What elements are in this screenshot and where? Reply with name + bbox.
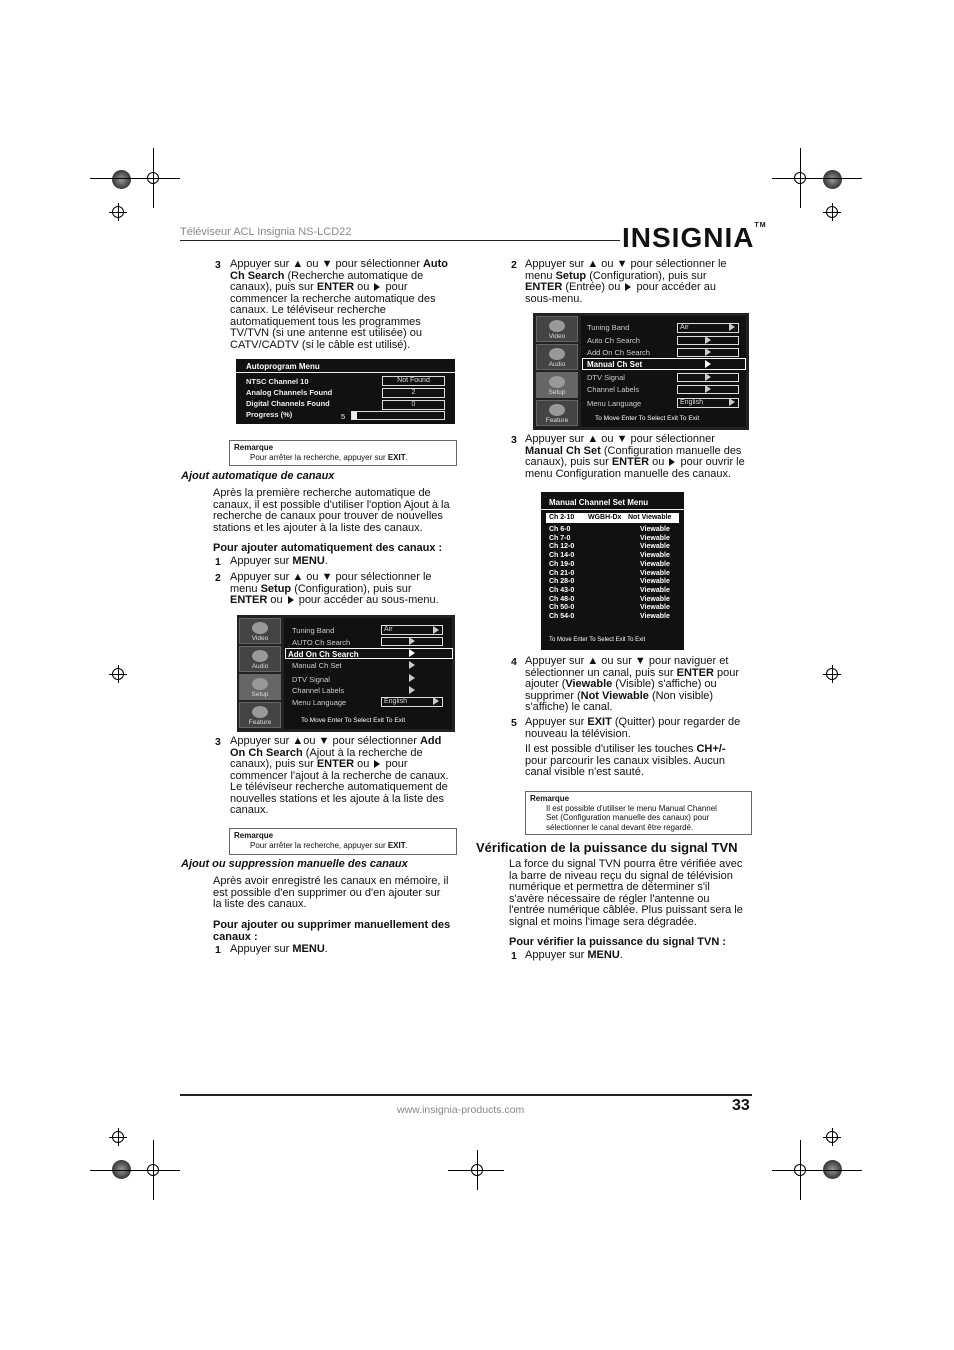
setup-menu-screenshot [533,313,749,430]
video-tab-icon: Video [536,316,578,342]
channel-row: Ch 21-0 [549,569,575,577]
channel-status: Viewable [640,578,670,586]
header-title: Téléviseur ACL Insignia NS-LCD22 [180,226,352,238]
registration-mark-icon [112,1131,124,1143]
step-number: 5 [511,717,517,729]
menu-value: English [381,697,443,707]
channel-status: Viewable [640,604,670,612]
subheading: Ajout ou suppression manuelle des canaux [181,858,408,870]
header-rule [180,240,620,241]
screen-title: Manual Channel Set Menu [549,498,649,507]
right-arrow-icon [409,686,415,694]
insignia-logo: INSIGNIA™ [622,222,767,253]
menu-value: Air [677,323,739,333]
right-arrow-icon [669,458,675,466]
registration-mark-icon [826,668,838,680]
procedure-heading: Pour vérifier la puissance du signal TVN : [509,936,727,948]
page-number: 33 [732,1097,750,1114]
note-title: Remarque [530,794,570,803]
registration-mark-icon [826,1131,838,1143]
menu-row: AUTO Ch Search [292,638,351,647]
menu-row-selected: Add On Ch Search [288,650,359,659]
channel-status: Viewable [640,552,670,560]
channel-status: Viewable [640,586,670,594]
paragraph: Après avoir enregistré les canaux en mémoire, il est possible d'en supprimer ou d'en ajouter sur la liste des canaux. [213,875,449,910]
menu-row: Add On Ch Search [587,348,650,357]
menu-row-selected: Manual Ch Set [587,360,643,369]
progress-value: 5 [341,412,346,421]
menu-row: DTV Signal [587,373,625,382]
menu-value: Air [381,625,443,635]
footer-rule [180,1094,752,1096]
procedure-heading: Pour ajouter automatiquement des canaux : [213,542,443,554]
setup-tab-icon: Setup [239,674,281,700]
right-arrow-icon [433,626,439,634]
menu-row: Menu Language [587,399,642,408]
feature-tab-icon: Feature [239,702,281,728]
channel-row: Ch 54-0 [549,613,575,620]
step-text: Appuyer sur EXIT (Quitter) pour regarder de nouveau la télévision. [525,716,741,740]
audio-tab-icon: Audio [536,344,578,370]
registration-mark-icon [112,668,124,680]
channel-row: Ch 12-0 [549,543,575,551]
channel-status: Not Viewable [628,514,672,521]
channel-status: Viewable [640,569,670,577]
feature-tab-icon: Feature [536,400,578,426]
step-text: Appuyer sur ▲ ou ▼ pour sélectionner le menu Setup (Configuration), puis sur ENTER (Entrée) ou pour accéder au sous-menu. [525,258,727,305]
setup-menu-screenshot [237,615,455,732]
menu-value: English [677,398,739,408]
step-number: 4 [511,656,517,668]
menu-row: Menu Language [292,698,347,707]
screen-value: 2 [382,388,445,398]
channel-status: Viewable [640,543,670,551]
paragraph: La force du signal TVN pourra être vérifiée avec la barre de niveau reçu du signal de télévision numérique et permettra de déterminer s'il s'avère nécessaire de régler l'antenne ou l'entrée numérique câblée. Plus puissant sera le signal et moins l'image sera dégradée. [509,858,743,928]
right-arrow-icon [729,323,735,331]
step-text: Appuyer sur MENU. [230,555,328,567]
menu-footer: To Move Enter To Select Exit To Exit [549,637,646,643]
autoprogram-menu-screenshot [236,359,455,424]
right-arrow-icon [705,373,711,381]
right-arrow-icon [705,360,711,368]
step-number: 1 [215,944,221,956]
step-number: 1 [215,556,221,568]
step-number: 3 [215,736,221,748]
screen-row-label: Progress (%) [246,410,293,419]
channel-row: Ch 7-0 [549,534,571,542]
step-text: Appuyer sur ▲ou ▼ pour sélectionner Add On Ch Search (Ajout à la recherche de canaux), puis sur ENTER ou pour commencer l'ajout à la recherche de canaux. Le téléviseur recherche automatiquement de nouvelles stations et les ajoute à la liste des canaux. [230,735,449,816]
menu-row: Tuning Band [292,626,335,635]
screen-title: Autoprogram Menu [246,362,320,371]
right-arrow-icon [705,385,711,393]
right-arrow-icon [288,596,294,604]
channel-row: Ch 19-0 [549,560,575,568]
right-arrow-icon [409,649,415,657]
right-arrow-icon [729,398,735,406]
section-heading: Vérification de la puissance du signal TVN [476,840,738,855]
channel-row-selected: Ch 2-10 [549,514,575,521]
right-arrow-icon [409,674,415,682]
channel-status: Viewable [640,613,670,620]
progress-bar [351,411,445,420]
right-arrow-icon [409,661,415,669]
procedure-heading: Pour ajouter ou supprimer manuellement des canaux : [213,919,451,943]
registration-dot-icon [112,170,131,189]
right-arrow-icon [433,697,439,705]
step-text: Appuyer sur ▲ ou ▼ pour sélectionner Auto Ch Search (Recherche automatique de canaux), puis sur ENTER ou pour commencer la recherche automatique des canaux. Le téléviseur recherche automatiquement tous les programmes TV/TVN (si une antenne est utilisée) ou CATV/CADTV (si le câble est utilisé). [230,258,449,351]
setup-tab-icon: Setup [536,372,578,398]
screen-value: Not Found [382,376,445,386]
channel-status: Viewable [640,595,670,603]
channel-status: Viewable [640,534,670,542]
step-number: 2 [215,572,221,584]
note-box: Remarque Pour arrêter la recherche, appuyer sur EXIT. [229,440,457,466]
menu-footer: To Move Enter To Select Exit To Exit [595,415,700,422]
menu-footer: To Move Enter To Select Exit To Exit [301,717,406,724]
manual-channel-menu-screenshot [541,492,684,650]
screen-row-label: Digital Channels Found [246,399,330,408]
menu-row: Channel Labels [292,686,345,695]
note-box: Remarque Pour arrêter la recherche, appuyer sur EXIT. [229,828,457,855]
channel-row: Ch 28-0 [549,578,575,586]
step-text: Appuyer sur ▲ ou sur ▼ pour naviguer et sélectionner un canal, puis sur ENTER pour ajouter (Viewable (Visible) s'affiche) ou supprimer (Not Viewable (Non visible) s'affiche) le canal. [525,655,740,713]
step-number: 3 [511,434,517,446]
registration-mark-icon [826,206,838,218]
note-box: Remarque Il est possible d'utiliser le menu Manual Channel Set (Configuration manuelle des canaux) pour sélectionner le canal devant être regardé. [525,791,752,835]
step-text: Appuyer sur ▲ ou ▼ pour sélectionner le menu Setup (Configuration), puis sur ENTER ou pour accéder au sous-menu. [230,571,439,606]
channel-row: Ch 50-0 [549,604,575,612]
registration-mark-icon [112,206,124,218]
menu-row: Channel Labels [587,385,640,394]
right-arrow-icon [374,283,380,291]
channel-row: Ch 14-0 [549,552,575,560]
note-title: Remarque [234,831,274,840]
screen-value: 0 [382,400,445,410]
right-arrow-icon [705,336,711,344]
screen-row-label: Analog Channels Found [246,388,333,397]
channel-row: Ch 6-0 [549,526,571,533]
menu-row: Manual Ch Set [292,661,342,670]
note-title: Remarque [234,443,274,452]
step-number: 1 [511,950,517,962]
paragraph: Après la première recherche automatique de canaux, il est possible d'utiliser l'option Ajout à la recherche de canaux pour trouver de nouvelles stations et les ajouter à la liste des canaux. [213,487,450,534]
step-text: Appuyer sur MENU. [525,949,623,961]
right-arrow-icon [705,348,711,356]
step-number: 2 [511,259,517,271]
right-arrow-icon [625,283,631,291]
menu-row: DTV Signal [292,675,330,684]
footer-url: www.insignia-products.com [397,1104,525,1116]
channel-status: Viewable [640,560,670,568]
subheading: Ajout automatique de canaux [181,470,335,482]
channel-name: WGBH-Dx [588,514,622,521]
channel-row: Ch 48-0 [549,595,575,603]
right-arrow-icon [374,760,380,768]
audio-tab-icon: Audio [239,646,281,672]
step-text: Appuyer sur ▲ ou ▼ pour sélectionner Manual Ch Set (Configuration manuelle des canaux), puis sur ENTER ou pour ouvrir le menu Configuration manuelle des canaux. [525,433,745,480]
channel-status: Viewable [640,526,670,533]
screen-row-label: NTSC Channel 10 [246,377,309,386]
menu-row: Tuning Band [587,323,630,332]
right-arrow-icon [409,637,415,645]
step-number: 3 [215,259,221,271]
menu-row: Auto Ch Search [587,336,640,345]
channel-row: Ch 43-0 [549,586,575,594]
paragraph: Il est possible d'utiliser les touches CH+/- pour parcourir les canaux visibles. Aucun canal visible n'est sauté. [525,743,726,778]
registration-dot-icon [823,170,842,189]
step-text: Appuyer sur MENU. [230,943,328,955]
video-tab-icon: Video [239,618,281,644]
